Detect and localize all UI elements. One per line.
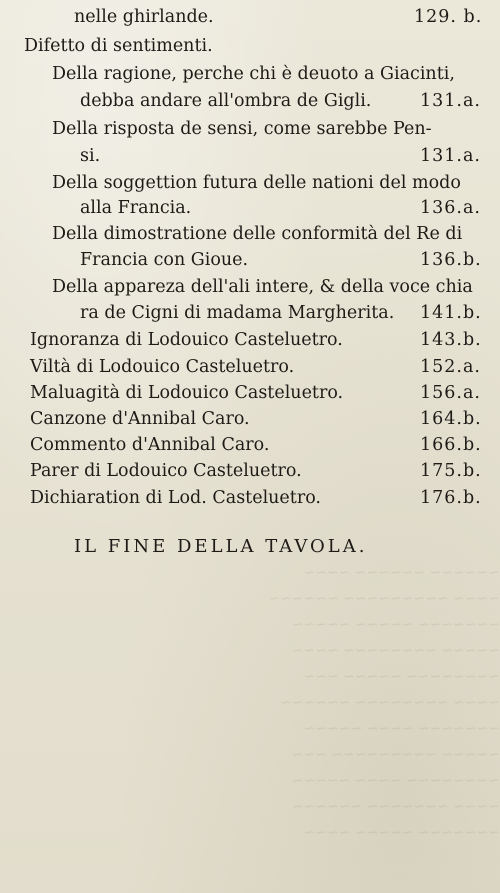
entry-text: Difetto di sentimenti. <box>24 36 213 56</box>
index-entry <box>0 32 500 60</box>
bleed-line: ~~~~~~ ~~~~~~ ~~~~ <box>303 565 500 581</box>
entry-text: si. <box>80 146 101 166</box>
entry-text: Della appareza dell'ali intere, & della voce chia <box>52 277 473 297</box>
page-reference: 175.b. <box>420 461 482 481</box>
index-entry <box>0 3 500 31</box>
entry-text: ra de Cigni di madama Margherita. <box>80 303 395 323</box>
index-entry <box>0 220 500 248</box>
index-entry <box>0 405 500 433</box>
closing-line: IL FINE DELLA TAVOLA. <box>74 536 368 557</box>
bleed-line: ~~~~~ ~~~~~~~~ ~~~~ <box>291 643 500 659</box>
index-entry <box>0 484 500 512</box>
index-entry <box>0 431 500 459</box>
index-entry <box>0 169 500 197</box>
entry-text: Dichiaration di Lod. Casteluetro. <box>30 488 321 508</box>
entry-text: nelle ghirlande. <box>74 7 214 27</box>
page-reference: 136.a. <box>420 198 481 218</box>
index-entry <box>0 115 500 143</box>
entry-text: Commento d'Annibal Caro. <box>30 435 270 455</box>
bleed-line: ~~~~ ~~~~~~~~ ~~~~~~ <box>279 695 500 711</box>
index-entry <box>0 60 500 88</box>
bleed-line: ~~~~~~~ ~~~~~ ~~~~~ <box>291 617 500 633</box>
page-reference: 164.b. <box>420 409 482 429</box>
index-entry <box>0 326 500 354</box>
bleed-line: ~~~~~~~ ~~~~~ ~~~~ <box>303 825 500 841</box>
index-entry <box>0 246 500 274</box>
entry-text: Ignoranza di Lodouico Casteluetro. <box>30 330 343 350</box>
entry-text: Viltà di Lodouico Casteluetro. <box>30 357 295 377</box>
index-entry <box>0 87 500 115</box>
entry-text: Della ragione, perche chi è deuoto a Giacinti, <box>52 64 455 84</box>
bleed-line: ~~~~~~~~ ~~~~~ ~~~ <box>303 669 500 685</box>
bleed-line: ~~~~~ ~~~~~~~~~ ~~~ <box>291 747 500 763</box>
index-entry <box>0 142 500 170</box>
entry-text: Parer di Lodouico Casteluetro. <box>30 461 302 481</box>
index-entry <box>0 299 500 327</box>
entry-text: Della soggettion futura delle nationi del modo <box>52 173 461 193</box>
page-reference: 156.a. <box>420 383 481 403</box>
entry-text: Della dimostratione delle conformità del Re di <box>52 224 463 244</box>
index-entry <box>0 379 500 407</box>
index-entry <box>0 353 500 381</box>
bleed-line: ~~~~ ~~~~~~~ ~~~~~~ <box>291 799 500 815</box>
page-reference: 136.b. <box>420 250 482 270</box>
page-reference: 176.b. <box>420 488 482 508</box>
index-entry <box>0 457 500 485</box>
bleed-line: ~~~~~~~~ ~~~~ ~~~~~ <box>291 773 500 789</box>
page-reference: 131.a. <box>420 91 481 111</box>
entry-text: Francia con Gioue. <box>80 250 249 270</box>
entry-text: Canzone d'Annibal Caro. <box>30 409 250 429</box>
page-reference: 166.b. <box>420 435 482 455</box>
bleed-line: ~~~~ ~~~~~~~~~ ~~~~~~ <box>268 591 500 607</box>
entry-text: alla Francia. <box>80 198 192 218</box>
page-reference: 129. b. <box>414 7 483 27</box>
page-reference: 131.a. <box>420 146 481 166</box>
index-entry <box>0 194 500 222</box>
page-reference: 152.a. <box>420 357 481 377</box>
bleed-line: ~~~~~~~ ~~~~ ~~~~~ <box>303 721 500 737</box>
index-entry <box>0 273 500 301</box>
show-through-text <box>260 560 500 846</box>
page-reference: 141.b. <box>420 303 482 323</box>
page-reference: 143.b. <box>420 330 482 350</box>
entry-text: Maluagità di Lodouico Casteluetro. <box>30 383 344 403</box>
entry-text: debba andare all'ombra de Gigli. <box>80 91 372 111</box>
entry-text: Della risposta de sensi, come sarebbe Pen- <box>52 119 432 139</box>
